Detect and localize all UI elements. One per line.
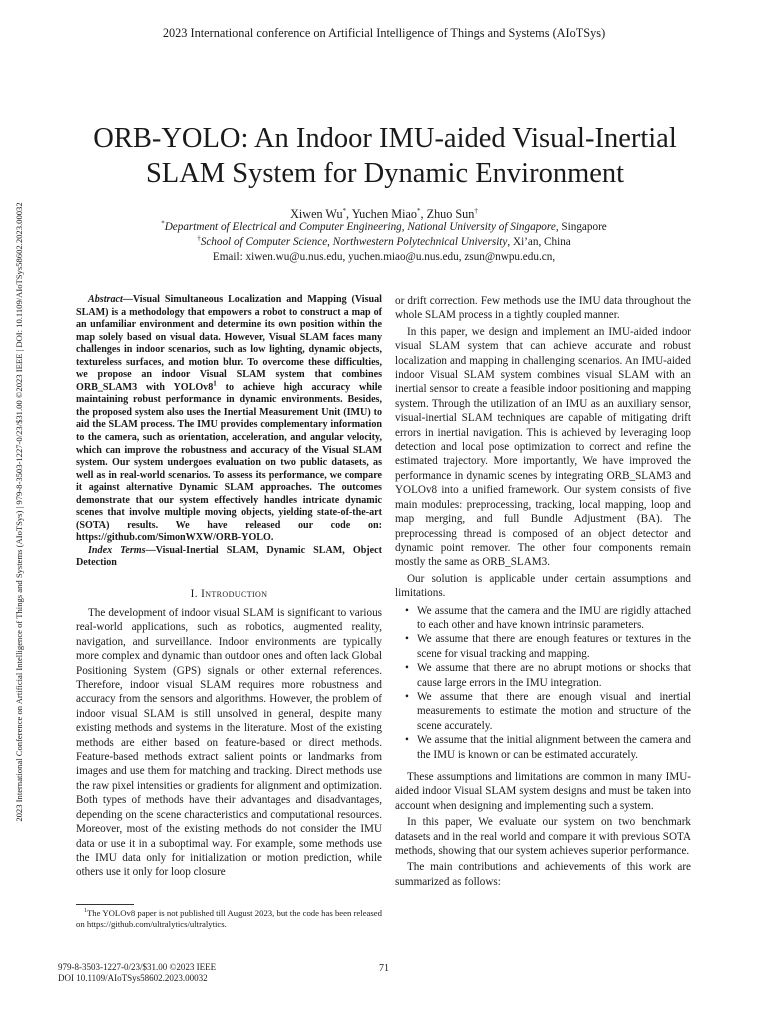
- title-line-2: SLAM System for Dynamic Environment: [145, 158, 625, 189]
- list-item: • We assume that there are no abrupt motions or shocks that cause large errors in the IMU integration.: [417, 661, 691, 690]
- affiliation-1-location: Singapore: [561, 221, 607, 233]
- conference-header: 2023 International conference on Artificial Intelligence of Things and Systems (AIoTSys): [162, 26, 606, 40]
- sidebar-citation-text: 2023 International Conference on Artificial Intelligence of Things and Systems (AIoTSys) | 979-8-3503-1227-0/23/$31.00 ©2023 IEEE | DOI: 10.1109/AIoTSys58602.2023.00032: [14, 202, 24, 822]
- index-terms-label: Index Terms: [88, 544, 146, 556]
- right-paragraph-1: In this paper, we design and implement an IMU-aided indoor visual SLAM system that can achieve accurate and robust localization and mapping in challenging scenarios. An IMU-aided indoor Visual SLAM system combines visual SLAM with an inertial sensor to create a feasible indoor positioning and mapping system. Through the utilization of an IMU as an auxiliary sensor, visual-inertial SLAM techniques are capable of mitigating drift errors in inertial navigation. This is achieved by leveraging loop detection and local pose optimization to correct and refine the estimated trajectory. More importantly, We have improved the performance in dynamic scenes by integrating ORB_SLAM3 and YOLOv8 into a unified framework. Our system consists of five main modules: preprocessing, tracking, local mapping, loop and map merging, and full Bundle Adjustment (BA). The preprocessing thread is composed of an object detector and dynamic point remover. The other four components remain mostly the same as ORB_SLAM3.: [395, 325, 691, 569]
- author-1-mark: *: [342, 206, 347, 215]
- footnote: [76, 908, 382, 930]
- author-1: Xiwen Wu: [290, 207, 343, 221]
- section-heading-introduction: I. Introduction: [190, 588, 268, 600]
- index-terms: [76, 545, 382, 570]
- sidebar-citation: [8, 0, 30, 1024]
- author-2: Yuchen Miao: [351, 207, 418, 221]
- abstract-label: Abstract: [88, 294, 123, 305]
- affiliation-2-university: Northwestern Polytechnical University: [332, 236, 508, 248]
- footnote-text: The YOLOv8 paper is not published till August 2023, but the code has been released on https://github.com/ultralytics/ultralytics.: [76, 908, 382, 929]
- footer-doi: DOI 10.1109/AIoTSys58602.2023.00032: [58, 973, 208, 983]
- affiliation-1-dept: Department of Electrical and Computer Engineering: [164, 221, 402, 233]
- paper-title: [40, 121, 730, 191]
- abstract-footnote-mark: 1: [213, 379, 217, 388]
- affiliation-2-dept: School of Computer Science: [200, 236, 328, 248]
- affiliation-2-location: Xi’an, China: [512, 236, 571, 248]
- abstract: [76, 294, 382, 570]
- affiliation-2-mark: †: [197, 234, 201, 243]
- page-number: 71: [379, 963, 389, 974]
- author-2-mark: *: [417, 206, 421, 215]
- affiliation-1-university: National University of Singapore: [407, 221, 556, 233]
- right-paragraph-0: or drift correction. Few methods use the IMU data throughout the whole SLAM process in a tightly coupled manner.: [395, 295, 691, 322]
- list-item: • We assume that there are enough visual and inertial measurements to estimate the motion and structure of the scene accurately.: [417, 690, 691, 733]
- right-paragraph-5: The main contributions and achievements of this work are summarized as follows:: [395, 861, 691, 888]
- list-item: • We assume that the initial alignment between the camera and the IMU is known or can be estimated accurately.: [417, 733, 691, 762]
- author-3: Zhuo Sun: [426, 207, 475, 221]
- footer-isbn: 979-8-3503-1227-0/23/$31.00 ©2023 IEEE: [58, 962, 217, 972]
- abstract-text-2: to achieve high accuracy while maintaining robust performance in dynamic environments. Besides, the proposed system also uses the Inertial Measurement Unit (IMU) to aid the SLAM process. The IMU provides complementary information to the camera, such as orientation, acceleration, and angular velocity, which can improve the robustness and accuracy of the Visual SLAM system. Our system undergoes evaluation on two public datasets, as well as in real-world scenarios. To assess its performance, we compare it against alternative Dynamic SLAM approaches. The outcomes demonstrate that our system effectively handles intricate dynamic scenes that involve multiple moving objects, yielding state-of-the-art (SOTA) results. We have released our code on: https://github.com/SimonWXW/ORB-YOLO.: [76, 381, 382, 544]
- right-paragraph-3: These assumptions and limitations are common in many IMU-aided indoor Visual SLAM system designs and must be taken into account when designing and implementing such a system.: [395, 771, 691, 812]
- index-terms-text: —Visual-Inertial SLAM, Dynamic SLAM, Object Detection: [76, 544, 382, 569]
- author-3-mark: †: [474, 206, 478, 215]
- footnote-rule: [76, 904, 134, 905]
- footnote-mark: 1: [84, 908, 87, 915]
- title-line-1: ORB-YOLO: An Indoor IMU-aided Visual-Inertial: [93, 123, 677, 154]
- author-emails: Email: xiwen.wu@u.nus.edu, yuchen.miao@u.nus.edu, zsun@nwpu.edu.cn,: [212, 251, 556, 263]
- affiliation-2: †School of Computer Science, Northwestern Polytechnical University, Xi’an, China: [197, 234, 571, 248]
- author-list: Xiwen Wu*, Yuchen Miao*, Zhuo Sun†: [290, 206, 478, 221]
- right-paragraph-4: In this paper, We evaluate our system on two benchmark datasets and in the real world and compare it with previous SOTA methods, showing that our system achieves superior performance.: [395, 816, 691, 858]
- abstract-text-1: —Visual Simultaneous Localization and Mapping (Visual SLAM) is a methodology that empowers a robot to construct a map of an unfamiliar environment and determine its own position within the map solely based on visual data. However, Visual SLAM faces many challenges in indoor scenarios, such as low lighting, dynamic objects, textureless surfaces, and motion blur. To overcome these difficulties, we propose an indoor Visual SLAM system that combines ORB_SLAM3 with YOLOv8: [76, 294, 382, 393]
- affiliation-1-mark: *: [161, 219, 165, 228]
- right-column: [395, 294, 691, 891]
- list-item: • We assume that the camera and the IMU are rigidly attached to each other and have known intrinsic parameters.: [417, 604, 691, 633]
- affiliation-1: *Department of Electrical and Computer Engineering, National University of Singapore, Singapore: [161, 219, 607, 233]
- right-paragraph-2: Our solution is applicable under certain assumptions and limitations.: [395, 572, 691, 600]
- intro-paragraph-1: The development of indoor visual SLAM is significant to various real-world applications, such as robotics, augmented reality, navigation, and surveillance. Indoor environments are typically more complex and dynamic than outdoor ones and often lack Global Positioning System (GPS) signals or other external references. Therefore, indoor visual SLAM requires more robustness and accuracy from the sensors and algorithms. However, the problem of indoor visual SLAM is still unsolved in general, despite many existing methods and systems in the literature. Most of the existing methods are either based on feature-based or direct methods. Feature-based methods extract salient points or landmarks from images and use them for matching and tracking. Direct methods use the raw pixel intensities or gradients for alignment and optimization. Both types of methods have their advantages and disadvantages, depending on the scene characteristics and computational resources. Moreover, most of the existing methods do not consider the IMU data or use it in a suboptimal way. For example, some methods use the IMU data only for initialization or motion prediction, while others use it only for loop closure: [76, 607, 382, 879]
- assumption-list: [395, 604, 691, 762]
- list-item: • We assume that there are enough features or textures in the scene for visual tracking and mapping.: [417, 632, 691, 661]
